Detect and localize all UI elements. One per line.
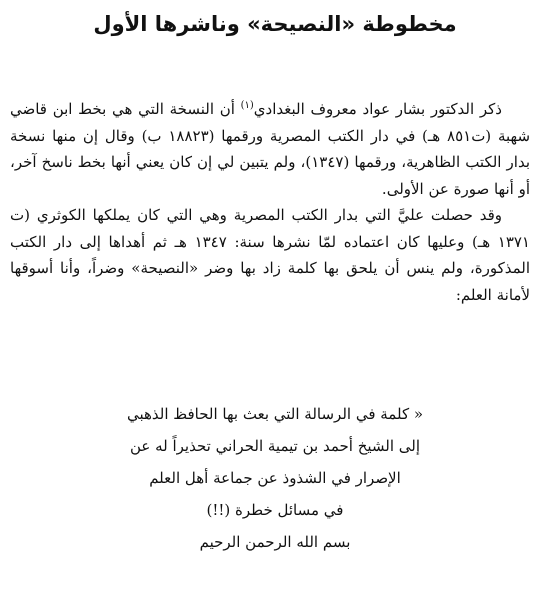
basmala-line: بسم الله الرحمن الرحيم: [199, 533, 351, 551]
quote-line-3: الإصرار في الشذوذ عن جماعة أهل العلم: [149, 469, 401, 487]
quoted-heading-block: [0, 398, 550, 558]
footnote-marker: (١): [240, 100, 254, 111]
paragraph-2: وقد حصلت عليَّ التي بدار الكتب المصرية وهي التي كان يملكها الكوثري (ت ١٣٧١ هـ) وعليها كان اعتماده لمّا نشرها سنة: ١٣٤٧ هـ ثم أهداها إلى دار الكتب المذكورة، ولم ينس أن يلحق بها كلمة زاد بها وضر «النصيحة» وضراً، وأنا أسوقها لأمانة العلم:: [10, 206, 530, 304]
page-title: مخطوطة «النصيحة» وناشرها الأول: [93, 12, 457, 36]
quote-line-1: « كلمة في الرسالة التي بعث بها الحافظ الذهبي: [126, 405, 424, 423]
paragraph-1-text-rest: أن النسخة التي هي بخط ابن قاضي شهبة (ت٨٥١ هـ) في دار الكتب المصرية ورقمها (١٨٨٢٣ ب) وقال إن منها نسخة بدار الكتب الظاهرية، ورقمها (١٣٤٧)، ولم يتبين لي إن كان يعني أنها بخط ناسخ آخر، أو أنها صورة عن الأولى.: [10, 100, 531, 198]
document-body: [10, 96, 530, 308]
paragraph-1: [10, 96, 530, 202]
quote-line-2: إلى الشيخ أحمد بن تيمية الحراني تحذيراً له عن: [129, 437, 421, 455]
paragraph-1-text-start: ذكر الدكتور بشار عواد معروف البغدادي: [253, 100, 502, 118]
quote-line-4: في مسائل خطرة (!!): [206, 501, 344, 519]
